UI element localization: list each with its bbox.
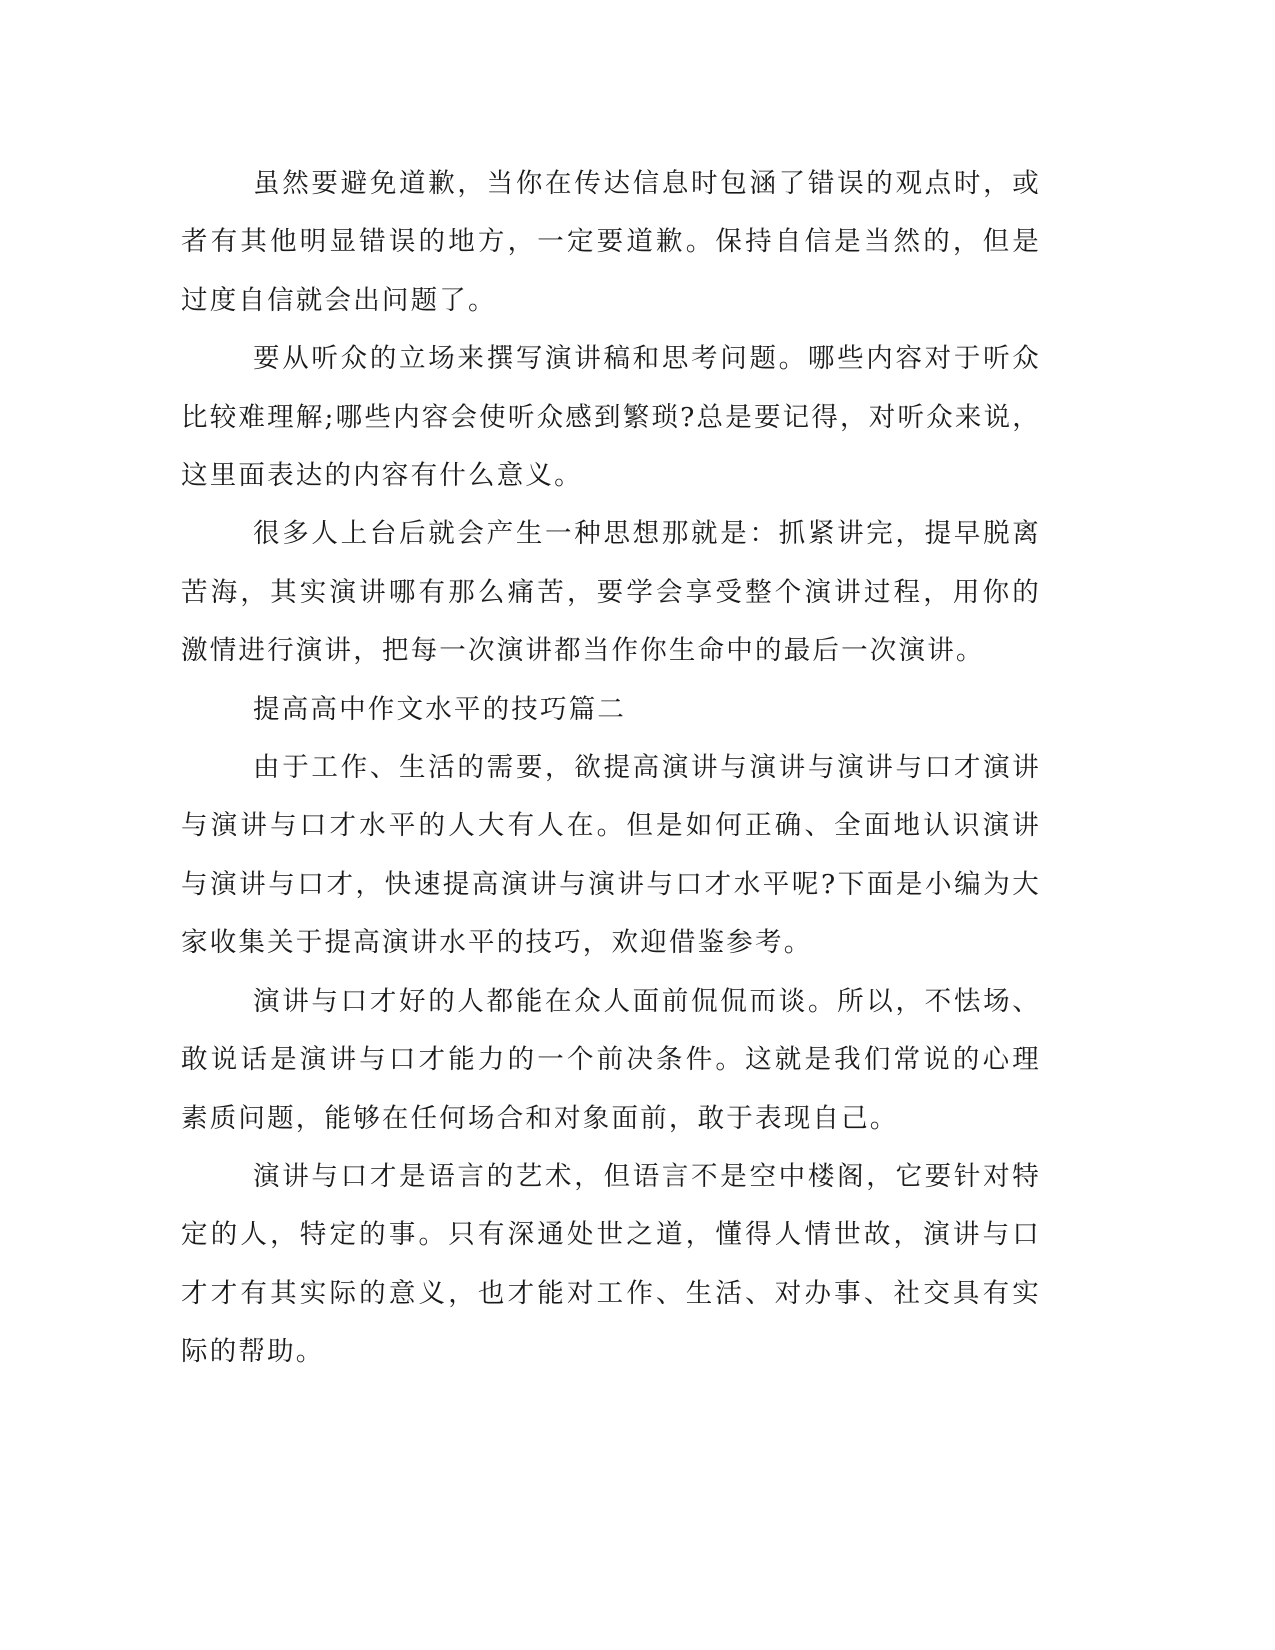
paragraph-enjoy-speech: 很多人上台后就会产生一种思想那就是：抓紧讲完，提早脱离苦海，其实演讲哪有那么痛苦，要学会享受整个演讲过程，用你的激情进行演讲，把每一次演讲都当作你生命中的最后一次演讲。 bbox=[181, 518, 1041, 667]
paragraph-audience: 要从听众的立场来撰写演讲稿和思考问题。哪些内容对于听众比较难理解;哪些内容会使听众感到繁琐?总是要记得，对听众来说，这里面表达的内容有什么意义。 bbox=[181, 343, 1041, 492]
paragraph-intro: 由于工作、生活的需要，欲提高演讲与演讲与演讲与口才演讲与演讲与口才水平的人大有人在。但是如何正确、全面地认识演讲与演讲与口才，快速提高演讲与演讲与口才水平呢?下面是小编为大家收集关于提高演讲水平的技巧，欢迎借鉴参考。 bbox=[181, 752, 1041, 959]
paragraph-language-art: 演讲与口才是语言的艺术，但语言不是空中楼阁，它要针对特定的人，特定的事。只有深通处世之道，懂得人情世故，演讲与口才才有其实际的意义，也才能对工作、生活、对办事、社交具有实际的帮助。 bbox=[181, 1160, 1041, 1368]
document-body bbox=[181, 155, 1041, 1382]
paragraph-confidence: 演讲与口才好的人都能在众人面前侃侃而谈。所以，不怯场、敢说话是演讲与口才能力的一个前决条件。这就是我们常说的心理素质问题，能够在任何场合和对象面前，敢于表现自己。 bbox=[181, 985, 1041, 1134]
paragraph-apology: 虽然要避免道歉，当你在传达信息时包涵了错误的观点时，或者有其他明显错误的地方，一定要道歉。保持自信是当然的，但是过度自信就会出问题了。 bbox=[181, 168, 1041, 316]
section-heading: 提高高中作文水平的技巧篇二 bbox=[253, 693, 627, 725]
